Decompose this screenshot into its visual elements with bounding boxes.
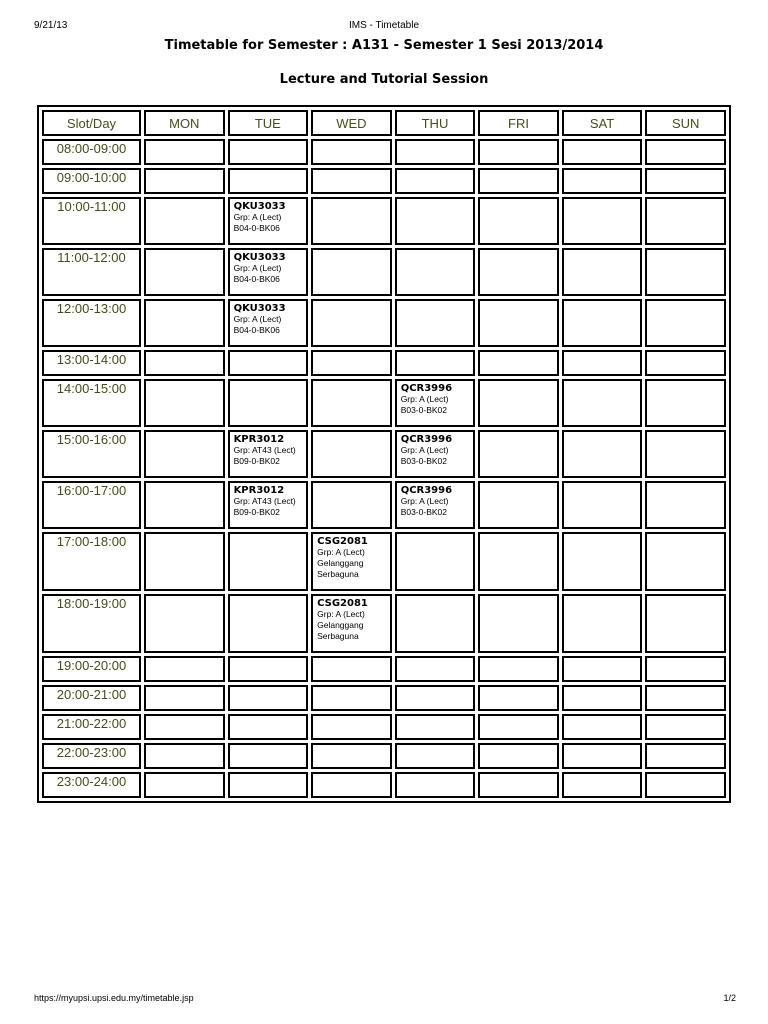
group-label: Grp: A (Lect): [317, 547, 365, 557]
schedule-cell-wed: [311, 594, 392, 653]
schedule-cell-sat: [562, 685, 643, 711]
course-code: KPR3012: [233, 434, 285, 445]
schedule-cell-sun: [645, 139, 726, 165]
schedule-cell-tue: [228, 248, 309, 296]
schedule-cell-tue: [228, 299, 309, 347]
schedule-cell-wed: [311, 656, 392, 682]
schedule-cell-mon: [144, 168, 225, 194]
course-code: QKU3033: [233, 201, 286, 212]
schedule-cell-sun: [645, 197, 726, 245]
table-row: [42, 656, 726, 682]
venue-label: Gelanggang: [317, 558, 364, 568]
class-entry: [397, 432, 474, 467]
table-row: [42, 714, 726, 740]
section-title: Lecture and Tutorial Session: [279, 72, 489, 87]
course-code: QCR3996: [400, 383, 453, 394]
schedule-cell-sat: [562, 714, 643, 740]
venue-label: B09-0-BK02: [233, 456, 280, 466]
table-row: [42, 743, 726, 769]
day-header-mon: MON: [144, 110, 225, 136]
schedule-cell-fri: [478, 532, 559, 591]
schedule-cell-sat: [562, 299, 643, 347]
schedule-cell-fri: [478, 430, 559, 478]
schedule-cell-wed: [311, 299, 392, 347]
schedule-cell-fri: [478, 714, 559, 740]
schedule-cell-sat: [562, 594, 643, 653]
time-slot-cell: 21:00-22:00: [42, 714, 141, 740]
time-slot-cell: 14:00-15:00: [42, 379, 141, 427]
venue-label: Serbaguna: [317, 569, 359, 579]
schedule-cell-mon: [144, 197, 225, 245]
schedule-cell-sun: [645, 168, 726, 194]
time-slot-cell: 15:00-16:00: [42, 430, 141, 478]
schedule-cell-sat: [562, 656, 643, 682]
course-code: QKU3033: [233, 252, 286, 263]
table-row: [42, 772, 726, 798]
schedule-cell-wed: [311, 168, 392, 194]
schedule-cell-thu: [395, 656, 476, 682]
schedule-cell-sat: [562, 532, 643, 591]
schedule-cell-tue: [228, 656, 309, 682]
schedule-cell-thu: [395, 772, 476, 798]
schedule-cell-fri: [478, 168, 559, 194]
schedule-cell-wed: [311, 248, 392, 296]
day-header-wed: WED: [311, 110, 392, 136]
schedule-cell-thu: [395, 168, 476, 194]
schedule-cell-tue: [228, 350, 309, 376]
time-slot-cell: 19:00-20:00: [42, 656, 141, 682]
table-row: [42, 248, 726, 296]
schedule-cell-tue: [228, 139, 309, 165]
schedule-cell-thu: [395, 685, 476, 711]
table-row: [42, 685, 726, 711]
course-code: QCR3996: [400, 434, 453, 445]
schedule-cell-fri: [478, 139, 559, 165]
timetable-header-row: [42, 110, 726, 136]
schedule-cell-tue: [228, 772, 309, 798]
time-slot-cell: 09:00-10:00: [42, 168, 141, 194]
schedule-cell-tue: [228, 685, 309, 711]
schedule-cell-fri: [478, 481, 559, 529]
schedule-cell-thu: [395, 248, 476, 296]
schedule-cell-thu: [395, 714, 476, 740]
schedule-cell-sun: [645, 481, 726, 529]
venue-label: B09-0-BK02: [233, 507, 280, 517]
schedule-cell-fri: [478, 743, 559, 769]
schedule-cell-fri: [478, 350, 559, 376]
venue-label: B04-0-BK06: [233, 274, 280, 284]
schedule-cell-tue: [228, 714, 309, 740]
course-code: CSG2081: [317, 536, 368, 547]
time-slot-cell: 17:00-18:00: [42, 532, 141, 591]
schedule-cell-sat: [562, 248, 643, 296]
schedule-cell-wed: [311, 772, 392, 798]
schedule-cell-sat: [562, 743, 643, 769]
schedule-cell-sun: [645, 430, 726, 478]
schedule-cell-mon: [144, 350, 225, 376]
schedule-cell-sun: [645, 248, 726, 296]
schedule-cell-wed: [311, 743, 392, 769]
schedule-cell-mon: [144, 743, 225, 769]
schedule-cell-mon: [144, 714, 225, 740]
schedule-cell-sat: [562, 168, 643, 194]
schedule-cell-sun: [645, 772, 726, 798]
schedule-cell-wed: [311, 139, 392, 165]
table-row: [42, 594, 726, 653]
course-code: KPR3012: [233, 485, 285, 496]
venue-label: B03-0-BK02: [400, 456, 447, 466]
print-url: https://myupsi.upsi.edu.my/timetable.jsp: [34, 993, 194, 1003]
table-row: [42, 168, 726, 194]
venue-label: B04-0-BK06: [233, 325, 280, 335]
schedule-cell-sun: [645, 299, 726, 347]
schedule-cell-thu: [395, 481, 476, 529]
schedule-cell-mon: [144, 379, 225, 427]
schedule-cell-sat: [562, 430, 643, 478]
day-header-sat: SAT: [562, 110, 643, 136]
group-label: Grp: A (Lect): [233, 314, 282, 324]
schedule-cell-fri: [478, 197, 559, 245]
table-row: [42, 532, 726, 591]
day-header-fri: FRI: [478, 110, 559, 136]
schedule-cell-thu: [395, 299, 476, 347]
schedule-cell-wed: [311, 197, 392, 245]
schedule-cell-mon: [144, 594, 225, 653]
schedule-cell-fri: [478, 772, 559, 798]
course-code: QCR3996: [400, 485, 453, 496]
schedule-cell-mon: [144, 430, 225, 478]
schedule-cell-sun: [645, 656, 726, 682]
schedule-cell-thu: [395, 379, 476, 427]
schedule-cell-thu: [395, 350, 476, 376]
schedule-cell-sun: [645, 594, 726, 653]
venue-label: B04-0-BK06: [233, 223, 280, 233]
class-entry: [230, 432, 307, 467]
slot-day-header: Slot/Day: [42, 110, 141, 136]
schedule-cell-sun: [645, 350, 726, 376]
schedule-cell-sat: [562, 197, 643, 245]
class-entry: [397, 483, 474, 518]
schedule-cell-sun: [645, 714, 726, 740]
group-label: Grp: A (Lect): [400, 496, 449, 506]
timetable: [37, 105, 731, 803]
schedule-cell-wed: [311, 685, 392, 711]
schedule-cell-thu: [395, 594, 476, 653]
table-row: [42, 379, 726, 427]
schedule-cell-sun: [645, 379, 726, 427]
course-code: QKU3033: [233, 303, 286, 314]
schedule-cell-thu: [395, 139, 476, 165]
class-entry: [230, 199, 307, 234]
venue-label: B03-0-BK02: [400, 507, 447, 517]
group-label: Grp: A (Lect): [317, 609, 365, 619]
schedule-cell-tue: [228, 430, 309, 478]
class-entry: [313, 534, 390, 580]
time-slot-cell: 22:00-23:00: [42, 743, 141, 769]
schedule-cell-mon: [144, 532, 225, 591]
page-title: Timetable for Semester : A131 - Semester 1 Sesi 2013/2014: [164, 38, 604, 53]
table-row: [42, 197, 726, 245]
table-row: [42, 139, 726, 165]
venue-label: Gelanggang: [317, 620, 364, 630]
schedule-cell-sun: [645, 743, 726, 769]
venue-label: B03-0-BK02: [400, 405, 447, 415]
table-row: [42, 481, 726, 529]
group-label: Grp: A (Lect): [400, 394, 449, 404]
group-label: Grp: A (Lect): [233, 212, 282, 222]
schedule-cell-mon: [144, 772, 225, 798]
schedule-cell-mon: [144, 248, 225, 296]
schedule-cell-tue: [228, 481, 309, 529]
venue-label: Serbaguna: [317, 631, 359, 641]
schedule-cell-tue: [228, 197, 309, 245]
time-slot-cell: 12:00-13:00: [42, 299, 141, 347]
print-page-number: 1/2: [723, 993, 736, 1003]
schedule-cell-sat: [562, 139, 643, 165]
time-slot-cell: 13:00-14:00: [42, 350, 141, 376]
schedule-cell-wed: [311, 532, 392, 591]
group-label: Grp: AT43 (Lect): [233, 445, 296, 455]
print-page-title: IMS - Timetable: [348, 20, 420, 31]
schedule-cell-fri: [478, 656, 559, 682]
time-slot-cell: 08:00-09:00: [42, 139, 141, 165]
schedule-cell-sat: [562, 350, 643, 376]
course-code: CSG2081: [317, 598, 368, 609]
day-header-tue: TUE: [228, 110, 309, 136]
schedule-cell-wed: [311, 379, 392, 427]
schedule-cell-mon: [144, 656, 225, 682]
schedule-cell-tue: [228, 532, 309, 591]
day-header-thu: THU: [395, 110, 476, 136]
schedule-cell-wed: [311, 350, 392, 376]
group-label: Grp: A (Lect): [400, 445, 449, 455]
group-label: Grp: AT43 (Lect): [233, 496, 296, 506]
class-entry: [397, 381, 474, 416]
schedule-cell-fri: [478, 594, 559, 653]
schedule-cell-wed: [311, 481, 392, 529]
table-row: [42, 430, 726, 478]
schedule-cell-thu: [395, 532, 476, 591]
schedule-cell-fri: [478, 685, 559, 711]
schedule-cell-fri: [478, 248, 559, 296]
schedule-cell-thu: [395, 743, 476, 769]
time-slot-cell: 11:00-12:00: [42, 248, 141, 296]
class-entry: [313, 596, 390, 642]
class-entry: [230, 250, 307, 285]
time-slot-cell: 20:00-21:00: [42, 685, 141, 711]
class-entry: [230, 301, 307, 336]
print-date: 9/21/13: [34, 20, 68, 31]
table-row: [42, 299, 726, 347]
time-slot-cell: 10:00-11:00: [42, 197, 141, 245]
schedule-cell-mon: [144, 139, 225, 165]
schedule-cell-mon: [144, 481, 225, 529]
class-entry: [230, 483, 307, 518]
schedule-cell-mon: [144, 299, 225, 347]
schedule-cell-tue: [228, 743, 309, 769]
schedule-cell-fri: [478, 299, 559, 347]
time-slot-cell: 16:00-17:00: [42, 481, 141, 529]
schedule-cell-sat: [562, 772, 643, 798]
schedule-cell-mon: [144, 685, 225, 711]
schedule-cell-wed: [311, 714, 392, 740]
table-row: [42, 350, 726, 376]
schedule-cell-thu: [395, 430, 476, 478]
timetable-body: [42, 139, 726, 798]
schedule-cell-fri: [478, 379, 559, 427]
schedule-cell-sat: [562, 379, 643, 427]
schedule-cell-tue: [228, 594, 309, 653]
schedule-cell-sat: [562, 481, 643, 529]
schedule-cell-tue: [228, 168, 309, 194]
time-slot-cell: 18:00-19:00: [42, 594, 141, 653]
time-slot-cell: 23:00-24:00: [42, 772, 141, 798]
schedule-cell-thu: [395, 197, 476, 245]
schedule-cell-sun: [645, 685, 726, 711]
schedule-cell-wed: [311, 430, 392, 478]
schedule-cell-sun: [645, 532, 726, 591]
day-header-sun: SUN: [645, 110, 726, 136]
schedule-cell-tue: [228, 379, 309, 427]
group-label: Grp: A (Lect): [233, 263, 282, 273]
